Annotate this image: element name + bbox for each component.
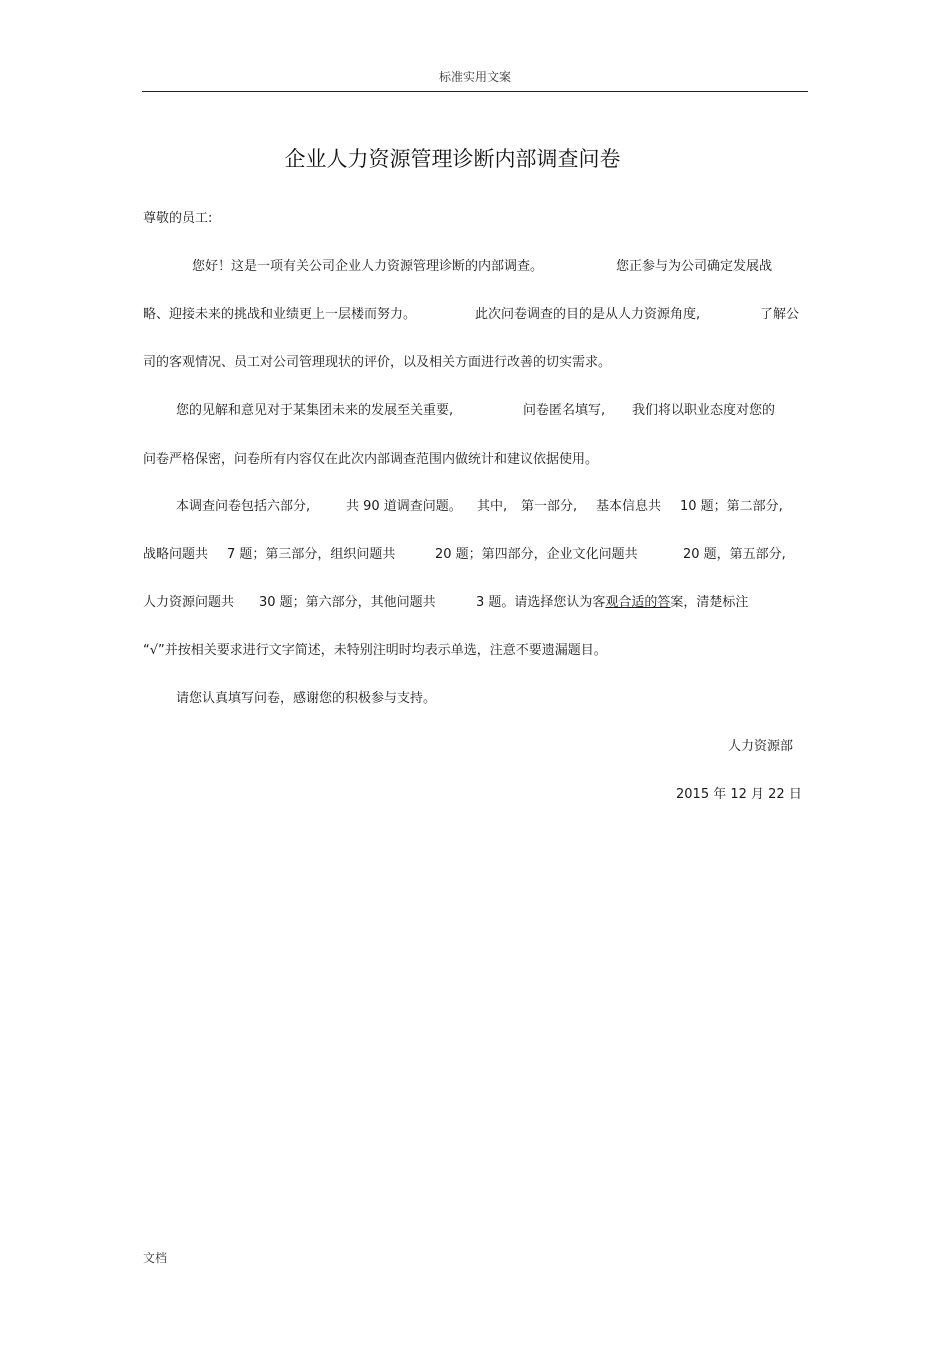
p1-line1-part-a: 您好！这是一项有关公司企业人力资源管理诊断的内部调查。 [192,259,544,274]
p2-line2: 问卷严格保密，问卷所有内容仅在此次内部调查范围内做统计和建议依据使用。 [143,452,599,467]
document-title: 企业人力资源管理诊断内部调查问卷 [284,147,621,171]
p3-line2-part-b: 7 题；第三部分，组织问题共 [227,547,396,562]
p3-line1-part-c: 其中, [477,499,508,514]
p3-line3-text-underlined: 观合适的答 [605,595,671,610]
p3-line2-part-c: 20 题；第四部分，企业文化问题共 [435,547,638,562]
p1-line3: 司的客观情况、员工对公司管理现状的评价，以及相关方面进行改善的切实需求。 [143,355,612,370]
page-footer-text: 文档 [143,1251,168,1265]
p2-line1-part-b: 问卷匿名填写, [523,403,606,418]
p3-line3-text-pre: 3 题。请选择您认为客 [476,595,606,610]
p3-line1-part-e: 基本信息共 [596,499,662,514]
p2-line1-part-a: 您的见解和意见对于某集团未来的发展至关重要, [176,403,454,418]
p3-line1-part-d: 第一部分, [521,499,578,514]
p3-line3-part-a: 人力资源问题共 [143,595,235,610]
p3-line2-part-d: 20 题，第五部分, [683,547,786,562]
p3-line1-part-f: 10 题；第二部分, [680,499,783,514]
p3-line3-part-c [476,595,748,611]
p3-line3-part-b: 30 题；第六部分，其他问题共 [259,595,436,610]
p1-line2-part-a: 略、迎接未来的挑战和业绩更上一层楼而努力。 [143,307,417,322]
salutation: 尊敬的员工: [143,211,213,226]
page-header-text: 标准实用文案 [438,70,511,84]
signature-date: 2015 年 12 月 22 日 [676,787,802,802]
p1-line2-part-b: 此次问卷调查的目的是从人力资源角度, [475,307,701,322]
p3-line3-text-post: 案，清楚标注 [670,595,749,610]
p1-line1-part-b: 您正参与为公司确定发展战 [616,259,773,274]
p3-line1-part-b: 共 90 道调查问题。 [346,499,462,514]
paragraph-4: 请您认真填写问卷，感谢您的积极参与支持。 [176,691,437,706]
p2-line1-part-c: 我们将以职业态度对您的 [632,403,776,418]
header-divider [142,91,808,92]
signature-department: 人力资源部 [728,739,794,754]
p3-line1-part-a: 本调查问卷包括六部分, [176,499,311,514]
p1-line2-part-c: 了解公 [760,307,800,322]
p3-line4: “√”并按相关要求进行文字简述，未特别注明时均表示单选，注意不要遗漏题目。 [143,643,607,658]
p3-line2-part-a: 战略问题共 [143,547,209,562]
